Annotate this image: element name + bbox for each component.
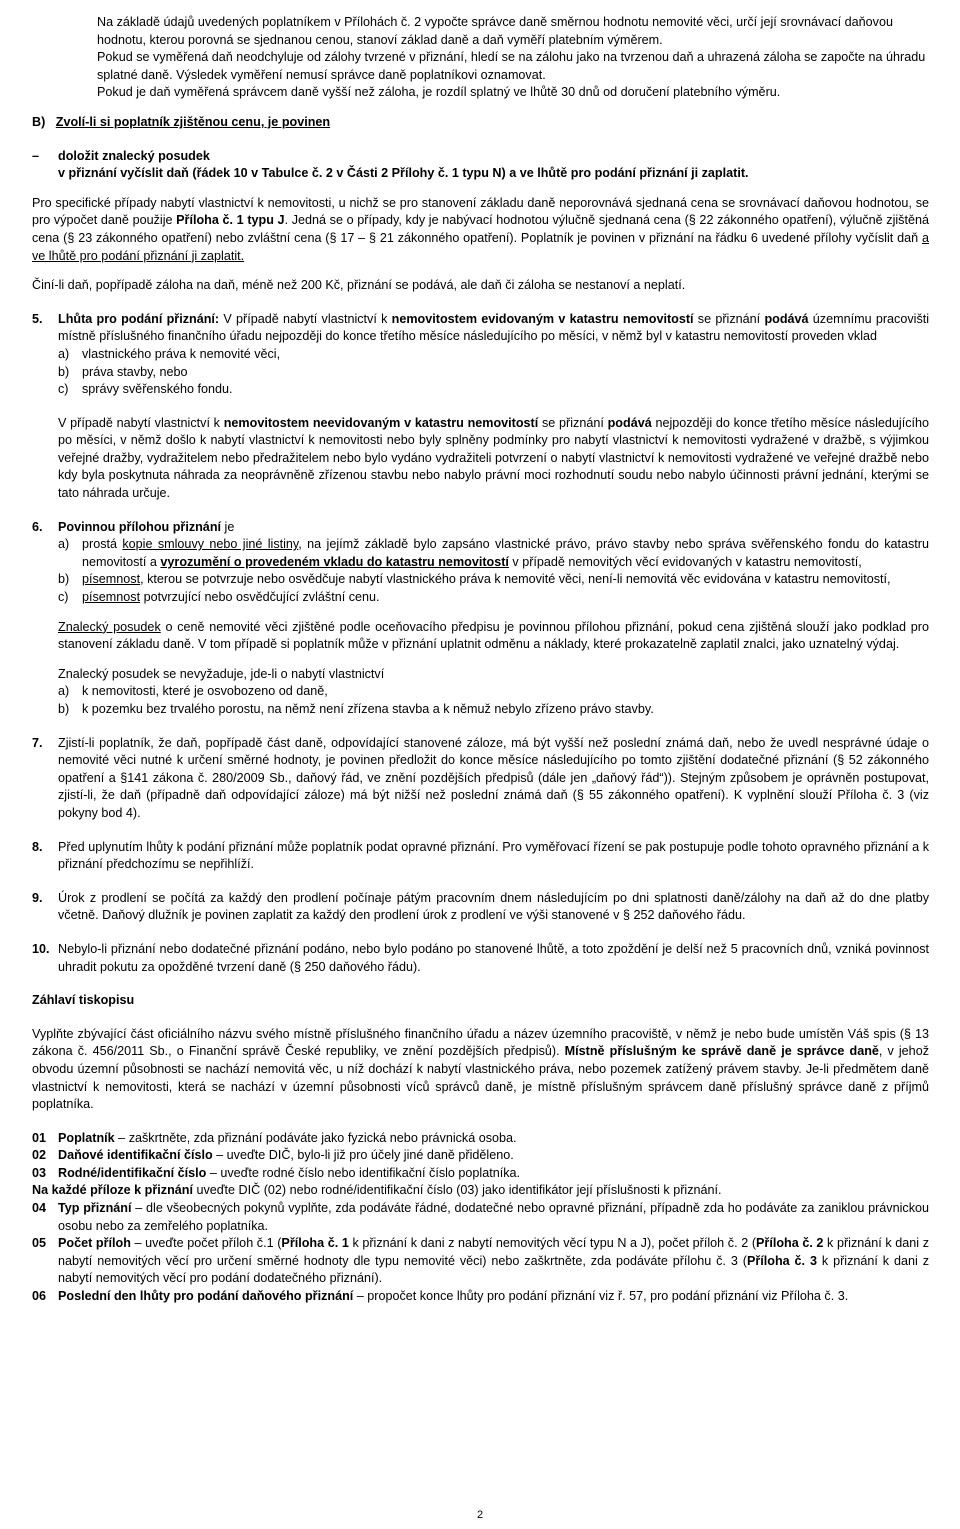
item-6-sub-b: b) písemnost, kterou se potvrzuje nebo osvědčuje nabytí vlastnického práva k nemovité věci, není-li nemovitá věc evidována v katastru nemovitostí, — [58, 572, 891, 587]
section-b-dash-1: – doložit znalecký posudek — [32, 148, 210, 163]
header-section-paragraph: Vyplňte zbývající část oficiálního názvu svého místně příslušného finančního úřadu a název územního pracoviště, v němž je nebo bude umístěn Váš spis (§ 13 zákona č. 456/2011 Sb., o Finanční správě České republiky, ve znění pozdějších předpisů). Místně příslušným ke správě daně je správce daně, v jehož obvodu územní působnosti se nachází nemovitá věc, u níž dochází k nabytí vlastnického práva, nebo pozemek zatížený právem stavby. Je-li předmětem daně vlastnictví k nemovitosti, která se nachází v územní působnosti víců správců daně, je místně příslušným správcem daně příslušný správce daně z příjmů poplatníka. — [32, 1026, 929, 1112]
section-b-heading — [32, 114, 929, 132]
code-03: 03 Rodné/identifikační číslo – uveďte rodné číslo nebo identifikační číslo poplatníka. — [32, 1165, 521, 1180]
code-01: 01 Poplatník – zaškrtněte, zda přiznání podáváte jako fyzická nebo právnická osoba. — [32, 1130, 517, 1145]
code-06: 06 Poslední den lhůty pro podání daňového přiznání – propočet konce lhůty pro podání přiznání viz ř. 57, pro podání přiznání viz Příloha č. 3. — [32, 1289, 849, 1304]
item-6: 6. Povinnou přílohou přiznání je a) prostá kopie smlouvy nebo jiné listiny, na jejímž základě bylo zapsáno vlastnické právo, právo stavby nebo správa svěřenského fondu do katastru nemovitostí a vyrozumění o provedeném vkladu do katastru nemovitostí v případě nemovitých věcí evidovaných v katastru nemovitostí, b) písemnost, kterou se potvrzuje nebo osvědčuje nabytí vlastnického práva k nemovité věci, není-li nemovitá věc evidována v katastru nemovitostí, c) písemnost potvrzující nebo osvědčující zvláštní cenu. Znalecký posudek o ceně nemovité věci zjištěné podle oceňovacího předpisu je povinnou přílohou přiznání, pokud cena zjištěná slouží jako podklad pro stanovení základu daně. V tom případě si poplatník může v přiznání uplatnit odměnu a náklady, které prokazatelně zaplatil znalci, jako uznatelný výdaj. Znalecký posudek se nevyžaduje, jde-li o nabytí vlastnictví a) k nemovitosti, které je osvobozeno od daně, b) k pozemku bez trvalého porostu, na němž není zřízena stavba a k němuž nebylo zřízeno právo stavby. — [32, 519, 929, 719]
section-b-small-tax-note: Činí-li daň, popřípadě záloha na daň, méně než 200 Kč, přiznání se podává, ale daň či záloha se nestanoví a neplatí. — [32, 278, 686, 293]
intro-paragraph-3: Pokud je daň vyměřená správcem daně vyšší než záloha, je rozdíl splatný ve lhůtě 30 dnů od doručení platebního výměru. — [97, 85, 781, 100]
page-number: 2 — [476, 1509, 484, 1521]
intro-p2-text: Pokud se vyměřená daň neodchyluje od zálohy tvrzené v přiznání, hledí se na zálohu jako na tvrzenou daň a uhrazená záloha se započte na úhradu splatné daně. — [97, 50, 926, 82]
section-b-title: Zvolí-li si poplatník zjištěnou cenu, je povinen — [55, 114, 331, 129]
item-6-expert-opinion: Znalecký posudek o ceně nemovité věci zjištěné podle oceňovacího předpisu je povinnou přílohou přiznání, pokud cena zjištěná slouží jako podklad pro stanovení základu daně. V tom případě si poplatník může v přiznání uplatnit odměnu a náklady, které prokazatelně zaplatil znalci, jako uznatelný výdaj. — [58, 619, 929, 652]
item-5-sub-a: a) vlastnického práva k nemovité věci, — [58, 346, 281, 361]
item-6-sub-c: c) písemnost potvrzující nebo osvědčující zvláštní cenu. — [58, 590, 380, 605]
item-9: 9. Úrok z prodlení se počítá za každý den prodlení počínaje pátým pracovním dnem následujícím po dni splatnosti daně/zálohy na daň až do dne platby včetně. Daňový dlužník je povinen zaplatit za každý den prodlení úrok z prodlení ve výši stanovené v § 252 daňového řádu. — [32, 890, 929, 923]
header-section-title: Záhlaví tiskopisu — [32, 993, 135, 1008]
item-6-nz-sub-b: b) k pozemku bez trvalého porostu, na němž není zřízena stavba a k němuž nebylo zřízeno právo stavby. — [58, 702, 654, 716]
code-05: 05 Počet příloh – uveďte počet příloh č.1 (Příloha č. 1 k přiznání k dani z nabytí nemovitých věcí typu N a J), počet příloh č. 2 (Příloha č. 2 k přiznání k dani z nabytí nemovitých věcí pro určení směrné hodnoty dle typu nemovité věci) nebo zaškrtněte, zda podáváte přílohu č. 3 (Příloha č. 3 k přiznání k dani z nabytí nemovitých věcí pro podání dodatečného přiznání). — [32, 1236, 929, 1286]
item-7: 7. Zjistí-li poplatník, že daň, popřípadě část daně, odpovídající stanovené záloze, má být vyšší než poslední známá daň, nebo že uvedl nesprávné údaje o nemovité věci nutné k určení směrné hodnoty, je povinen předložit do konce měsíce následujícího po tomto zjištění dodatečné přiznání (§ 52 zákonného opatření a §141 zákona č. 280/2009 Sb., daňový řád, ve znění pozdějších předpisů (dále jen „daňový řád“)). Stejným způsobem je oprávněn postupovat, zjistí-li, že daň (případně daň odpovídající záloze) má být nižší než poslední známá daň (§ 55 zákonného opatření). K vyplnění slouží Příloha č. 3 (viz pokyny bod 4). — [32, 735, 929, 820]
section-b-dash-2: v přiznání vyčíslit daň (řádek 10 v Tabulce č. 2 v Části 2 Přílohy č. 1 typu N) a ve lhůtě pro podání přiznání ji zaplatit. — [58, 166, 749, 181]
intro-paragraph-1: Na základě údajů uvedených poplatníkem v Přílohách č. 2 vypočte správce daně směrnou hodnotu nemovité věci, určí její srovnávací daňovou hodnotu, kterou porovná se sjednanou cenou, stanoví základ daně a daň vyměří platebním výměrem. — [97, 15, 893, 47]
code-04: 04 Typ přiznání – dle všeobecných pokynů vyplňte, zda podáváte řádné, dodatečné nebo opravné přiznání, případně zda ho podáváte za zaniklou právnickou osobu nebo za zemřelého poplatníka. — [32, 1201, 930, 1233]
section-b-paragraph: Pro specifické případy nabytí vlastnictví k nemovitosti, u nichž se pro stanovení základu daně neporovnává sjednaná cena se srovnávací daňovou hodnotou, se pro výpočet daně použije Příloha č. 1 typu J. Jedná se o případy, kdy je nabývací hodnotou výlučně sjednaná cena (§ 22 zákonného opatření), výlučně zjištěná cena (§ 23 zákonného opatření) nebo zvláštní cena (§ 17 – § 21 zákonného opatření). Poplatník je povinen v přiznání na řádku 6 uvedené přílohy vyčíslit daň a ve lhůtě pro podání přiznání ji zaplatit. — [32, 195, 929, 263]
code-02: 02 Daňové identifikační číslo – uveďte DIČ, bylo-li již pro účely jiné daně přiděleno. — [32, 1148, 514, 1163]
every-attachment-note: Na každé příloze k přiznání uveďte DIČ (02) nebo rodné/identifikační číslo (03) jako identifikátor její příslušnosti k přiznání. — [32, 1183, 722, 1198]
intro-p2b-text: Výsledek vyměření nemusí správce daně poplatníkovi oznamovat. — [176, 67, 546, 82]
section-b-label: B) — [32, 114, 46, 129]
item-6-not-required: Znalecký posudek se nevyžaduje, jde-li o nabytí vlastnictví — [58, 666, 385, 681]
intro-paragraph-2 — [97, 49, 929, 84]
item-5: 5. Lhůta pro podání přiznání: V případě nabytí vlastnictví k nemovitostem evidovaným v katastru nemovitostí se přiznání podává územnímu pracovišti místně příslušného finančního úřadu nejpozději do konce třetího měsíce následujícího po měsíci, v němž byl v katastru nemovitostí proveden vklad a) vlastnického práva k nemovité věci, b) práva stavby, nebo c) správy svěřenského fondu. V případě nabytí vlastnictví k nemovitostem neevidovaným v katastru nemovitostí se přiznání podává nejpozději do konce třetího měsíce následujícího po měsíci, v němž došlo k nabytí vlastnictví k nemovitosti nebo byly splněny podmínky pro nabytí vlastnictví k nemovitosti vydražené v dražbě, s výjimkou veřejné dražby, vydražitelem nebo předražitelem nebo bylo vydáno vydražiteli potvrzení o nabytí vlastnictví k nemovitosti vydražené ve veřejné dražbě nebo kdy byla poskytnuta náhrada za neoprávněně zřízenou stavbu nebo nabylo právní moci rozhodnutí soudu nebo nabylo účinnosti právní jednání, kterými se tato náhrada určuje. — [32, 311, 929, 503]
item-6-sub-a: a) prostá kopie smlouvy nebo jiné listiny, na jejímž základě bylo zapsáno vlastnické právo, právo stavby nebo správa svěřenského fondu do katastru nemovitostí a vyrozumění o provedeném vkladu do katastru nemovitostí v případě nemovitých věcí evidovaných v katastru nemovitostí, — [58, 537, 929, 569]
item-10: 10. Nebylo-li přiznání nebo dodatečné přiznání podáno, nebo bylo podáno po stanovené lhůtě, a toto zpoždění je delší než 5 pracovních dnů, vzniká povinnost uhradit pokutu za opožděné tvrzení daně (§ 250 daňového řádu). — [32, 941, 929, 974]
item-8: 8. Před uplynutím lhůty k podání přiznání může poplatník podat opravné přiznání. Pro vyměřovací řízení se pak postupuje podle tohoto opravného přiznání a k přiznání předchozímu se nepřihlíží. — [32, 839, 929, 872]
item-5-sub-b: b) práva stavby, nebo — [58, 364, 188, 379]
item-5-sub-c: c) správy svěřenského fondu. — [58, 382, 233, 397]
document-page — [32, 14, 929, 1306]
item-6-nz-sub-a: a) k nemovitosti, které je osvobozeno od daně, — [58, 684, 328, 699]
item-5-paragraph-2: V případě nabytí vlastnictví k nemovitostem neevidovaným v katastru nemovitostí se přiznání podává nejpozději do konce třetího měsíce následujícího po měsíci, v němž došlo k nabytí vlastnictví k nemovitosti nebo byly splněny podmínky pro nabytí vlastnictví k nemovitosti vydražené v dražbě, s výjimkou veřejné dražby, vydražitelem nebo předražitelem nebo bylo vydáno vydražiteli potvrzení o nabytí vlastnictví k nemovitosti vydražené ve veřejné dražbě nebo kdy byla poskytnuta náhrada za neoprávněně zřízenou stavbu nebo nabylo právní moci rozhodnutí soudu nebo nabylo účinnosti právní jednání, kterými se tato náhrada určuje. — [58, 415, 930, 501]
